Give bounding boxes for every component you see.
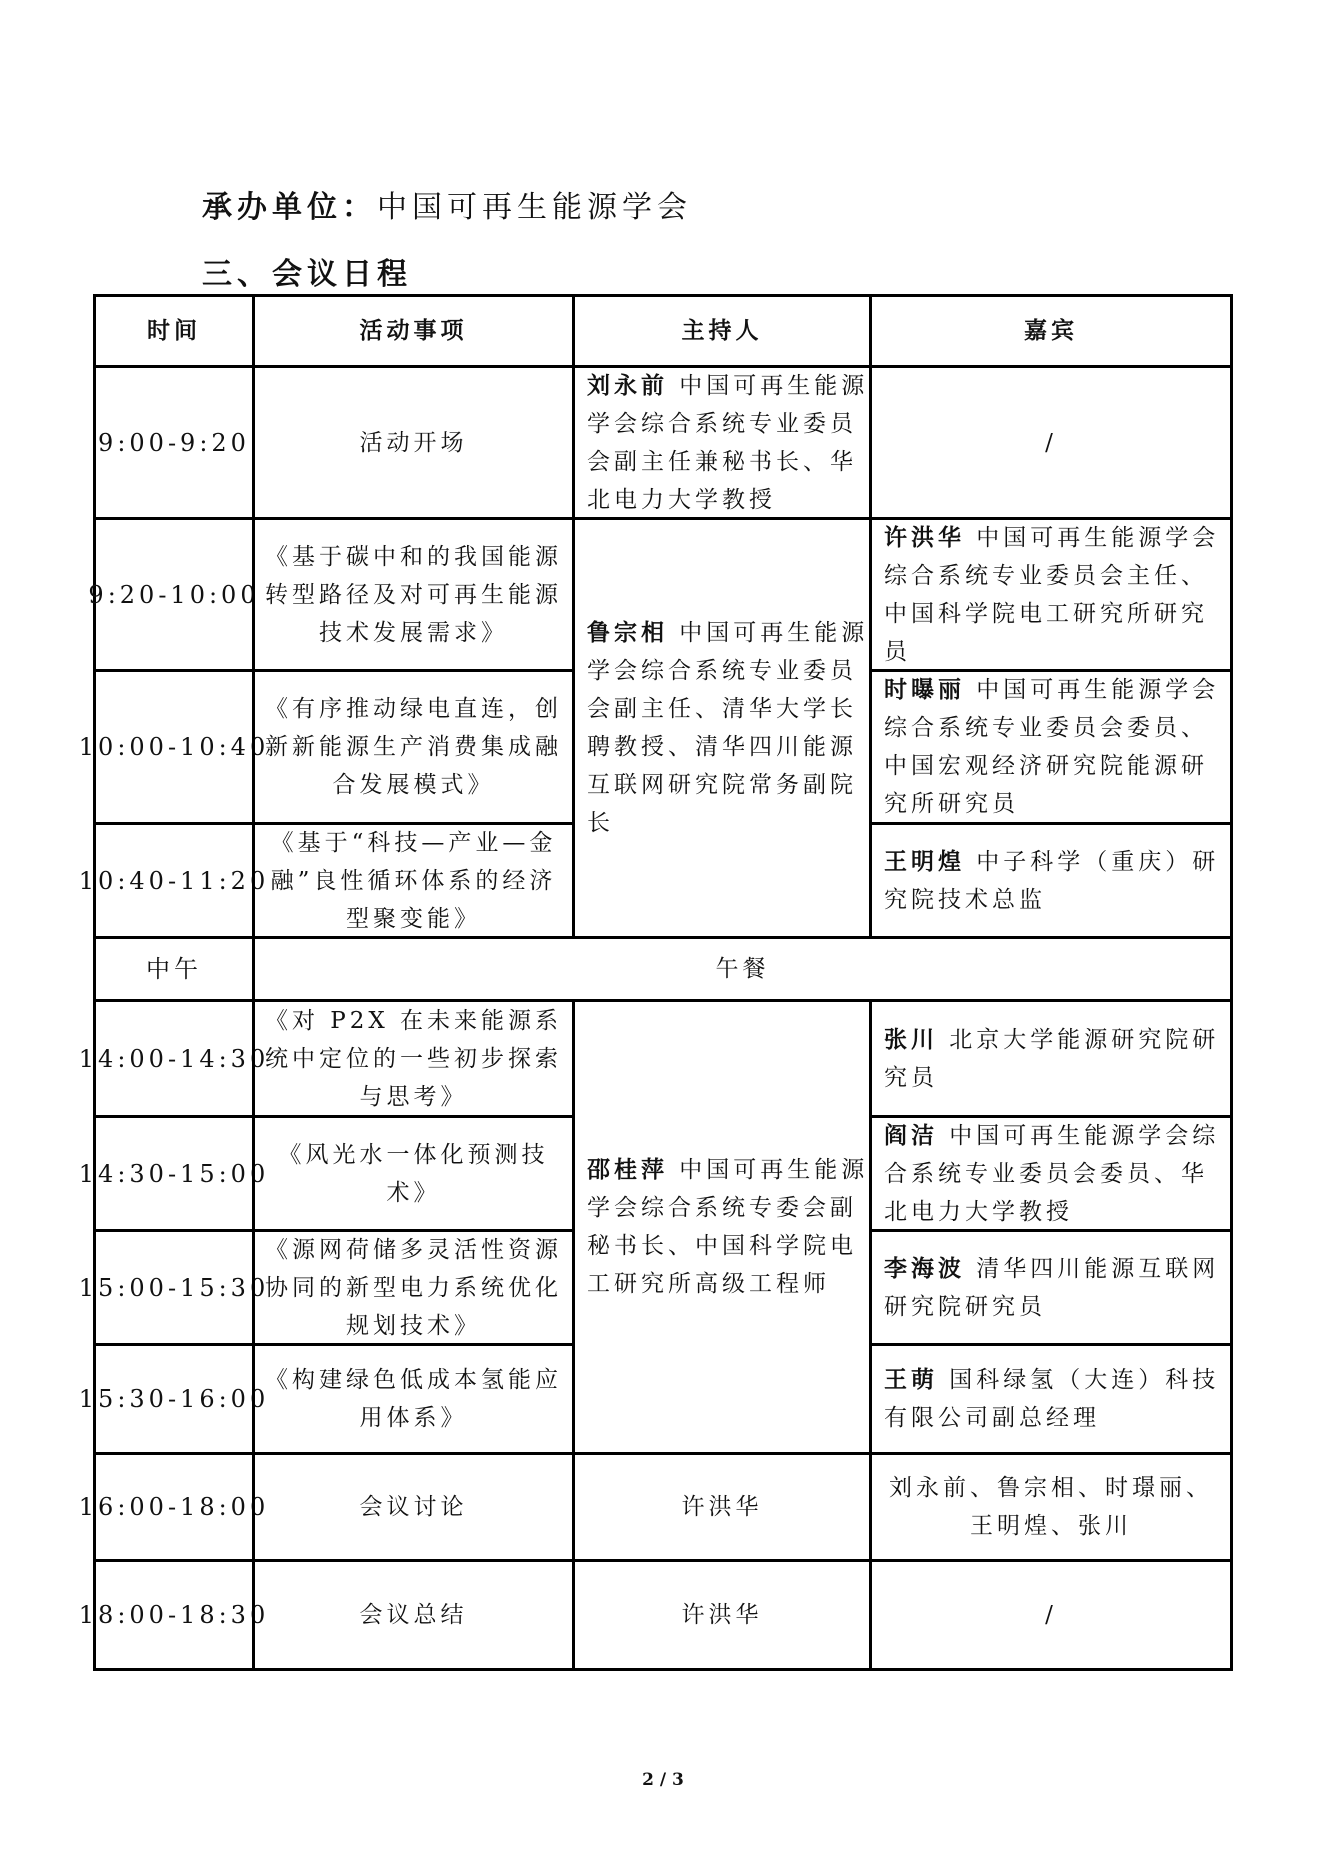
host-cell (572, 365, 869, 517)
person-title: 综合系统专业委员会主任、 (884, 562, 1208, 589)
person-title: 北京大学能源研究院研 (938, 1026, 1220, 1053)
time-cell (78, 1115, 270, 1229)
activity-cell (252, 999, 572, 1115)
person-title: 中国可再生能源学会综 (938, 1122, 1220, 1149)
column-header (252, 294, 572, 365)
person-title: 长 (587, 810, 614, 836)
guest-first-line (884, 1361, 1219, 1399)
activity-line: 会议讨论 (359, 1494, 468, 1520)
activity-line: 与思考》 (359, 1083, 468, 1110)
activity-line: 会议总结 (359, 1602, 468, 1628)
person-title: 学会综合系统专业委员 (587, 658, 857, 684)
time-label: 中午 (146, 955, 202, 983)
person-title: 中国可再生能源学会 (965, 524, 1220, 551)
person-name: 张川 (884, 1025, 938, 1053)
guest-list-line: 刘永前、鲁宗相、时璟丽、 (889, 1475, 1213, 1501)
person-title: 学会综合系统专委会副 (587, 1195, 857, 1221)
time-label: 10:00-10:40 (78, 733, 270, 761)
guest-empty: / (1045, 429, 1057, 456)
guest-first-line (884, 843, 1219, 881)
activity-line: 用体系》 (359, 1405, 468, 1431)
guest-cell (869, 1229, 1230, 1343)
person-title: 中子科学（重庆）研 (965, 848, 1220, 875)
person-title: 中国科学院电工研究所研究 (884, 600, 1208, 627)
person-title: 合系统专业委员会委员、华 (884, 1160, 1208, 1187)
time-cell (78, 669, 270, 822)
activity-line: 转型路径及对可再生能源 (265, 581, 562, 608)
host-first-line (587, 614, 868, 652)
person-title: 北电力大学教授 (884, 1198, 1073, 1225)
time-label: 18:00-18:30 (78, 1601, 270, 1629)
person-name: 王萌 (884, 1366, 938, 1393)
activity-line: 《基于“科技—产业—金 (270, 829, 557, 856)
host-name: 许洪华 (681, 1602, 763, 1628)
person-title: 清华四川能源互联网 (965, 1255, 1220, 1282)
activity-line: 《构建绿色低成本氢能应 (265, 1367, 562, 1393)
column-header (869, 294, 1230, 365)
activity-cell (252, 1452, 572, 1559)
column-header-label: 活动事项 (359, 317, 468, 344)
table-border-right (1230, 294, 1233, 1671)
activity-cell (252, 1343, 572, 1452)
person-name: 李海波 (884, 1254, 965, 1282)
time-cell (78, 1343, 270, 1452)
person-title: 秘书长、中国科学院电 (587, 1233, 857, 1259)
guest-first-line (884, 1250, 1219, 1288)
activity-cell (252, 517, 572, 669)
activity-line: 《对 P2X 在未来能源系 (264, 1007, 563, 1034)
person-name: 许洪华 (884, 523, 965, 551)
time-label: 14:30-15:00 (78, 1159, 270, 1188)
guest-cell (869, 365, 1230, 517)
activity-line: 融”良性循环体系的经济 (270, 867, 557, 894)
person-title: 会副主任兼秘书长、华 (587, 448, 857, 475)
column-header (572, 294, 869, 365)
time-label: 9:20-10:00 (88, 580, 260, 609)
lunch-cell (252, 936, 1230, 999)
time-label: 14:00-14:30 (78, 1044, 270, 1073)
time-cell (78, 822, 270, 936)
activity-line: 协同的新型电力系统优化 (265, 1274, 562, 1301)
organizer-label: 承办单位： (202, 190, 377, 225)
person-name: 王明煌 (884, 847, 965, 875)
host-first-line (587, 1151, 868, 1189)
time-label: 9:00-9:20 (98, 428, 250, 457)
person-title: 国科绿氢（大连）科技 (938, 1367, 1220, 1393)
activity-line: 规划技术》 (346, 1312, 481, 1339)
person-name: 邵桂萍 (587, 1156, 668, 1183)
guest-first-line (884, 671, 1219, 709)
activity-line: 《源网荷储多灵活性资源 (265, 1236, 562, 1263)
time-cell (93, 936, 252, 999)
guest-empty: / (1045, 1602, 1057, 1628)
activity-line: 型聚变能》 (346, 905, 481, 932)
time-label: 16:00-18:00 (78, 1493, 270, 1521)
guest-first-line (884, 1117, 1219, 1155)
guest-cell (869, 669, 1230, 822)
person-title: 中国宏观经济研究院能源研 (884, 753, 1208, 779)
person-name: 阎洁 (884, 1121, 938, 1149)
guest-cell (869, 1343, 1230, 1452)
activity-cell (252, 822, 572, 936)
activity-cell (252, 365, 572, 517)
activity-cell (252, 1115, 572, 1229)
host-cell (572, 999, 869, 1452)
activity-line: 新新能源生产消费集成融 (265, 734, 562, 760)
person-title: 员 (884, 638, 911, 665)
guest-cell (869, 1115, 1230, 1229)
activity-line: 《风光水一体化预测技 (278, 1141, 549, 1168)
time-cell (78, 1452, 270, 1559)
activity-cell (252, 1559, 572, 1668)
activity-line: 术》 (386, 1179, 441, 1206)
time-cell (93, 365, 252, 517)
host-first-line (587, 367, 868, 405)
guest-cell (869, 1452, 1230, 1559)
activity-line: 合发展模式》 (332, 772, 495, 798)
person-title: 中国可再生能源 (668, 372, 869, 399)
guest-cell (869, 822, 1230, 936)
person-title: 中国可再生能源 (668, 1157, 869, 1183)
organizer-line (202, 182, 692, 226)
person-title: 互联网研究院常务副院 (587, 772, 857, 798)
activity-line: 《基于碳中和的我国能源 (265, 543, 562, 570)
person-title: 工研究所高级工程师 (587, 1271, 830, 1297)
lunch-label: 午餐 (715, 956, 770, 982)
page-number: 2 / 3 (642, 1770, 684, 1790)
person-title: 中国可再生能源 (668, 620, 869, 646)
activity-cell (252, 1229, 572, 1343)
person-title: 有限公司副总经理 (884, 1405, 1100, 1431)
activity-line: 技术发展需求》 (319, 619, 508, 646)
host-name: 许洪华 (681, 1494, 763, 1520)
person-title: 究院技术总监 (884, 886, 1046, 913)
person-title: 研究院研究员 (884, 1293, 1046, 1320)
column-header (93, 294, 252, 365)
section-title: 三、会议日程 (202, 257, 412, 292)
person-title: 会副主任、清华大学长 (587, 696, 857, 722)
guest-cell (869, 1559, 1230, 1668)
time-cell (78, 999, 270, 1115)
person-title: 综合系统专业委员会委员、 (884, 715, 1208, 741)
table-border-bottom (93, 1668, 1233, 1671)
activity-line: 《有序推动绿电直连，创 (265, 696, 562, 722)
activity-line: 活动开场 (359, 429, 468, 456)
time-label: 10:40-11:20 (78, 866, 270, 895)
guest-cell (869, 517, 1230, 669)
person-title: 究员 (884, 1064, 938, 1091)
guest-first-line (884, 519, 1219, 557)
time-label: 15:30-16:00 (78, 1385, 270, 1413)
column-header-label: 主持人 (681, 317, 763, 344)
activity-line: 统中定位的一些初步探索 (265, 1045, 562, 1072)
activity-cell (252, 669, 572, 822)
host-cell (572, 1452, 869, 1559)
time-cell (78, 1559, 270, 1668)
guest-cell (869, 999, 1230, 1115)
person-title: 中国可再生能源学会 (965, 677, 1220, 703)
organizer-value: 中国可再生能源学会 (377, 190, 692, 225)
host-cell (572, 517, 869, 936)
column-header-label: 时间 (147, 317, 201, 344)
time-cell (88, 517, 260, 669)
host-cell (572, 1559, 869, 1668)
person-name: 鲁宗相 (587, 619, 668, 646)
guest-list-line: 王明煌、张川 (970, 1513, 1132, 1539)
time-label: 15:00-15:30 (78, 1273, 270, 1302)
person-title: 聘教授、清华四川能源 (587, 734, 857, 760)
person-name: 时曝丽 (884, 676, 965, 703)
time-cell (78, 1229, 270, 1343)
person-title: 究所研究员 (884, 791, 1019, 817)
column-header-label: 嘉宾 (1024, 317, 1078, 344)
person-name: 刘永前 (587, 371, 668, 399)
person-title: 北电力大学教授 (587, 486, 776, 513)
guest-first-line (884, 1021, 1219, 1059)
person-title: 学会综合系统专业委员 (587, 410, 857, 437)
